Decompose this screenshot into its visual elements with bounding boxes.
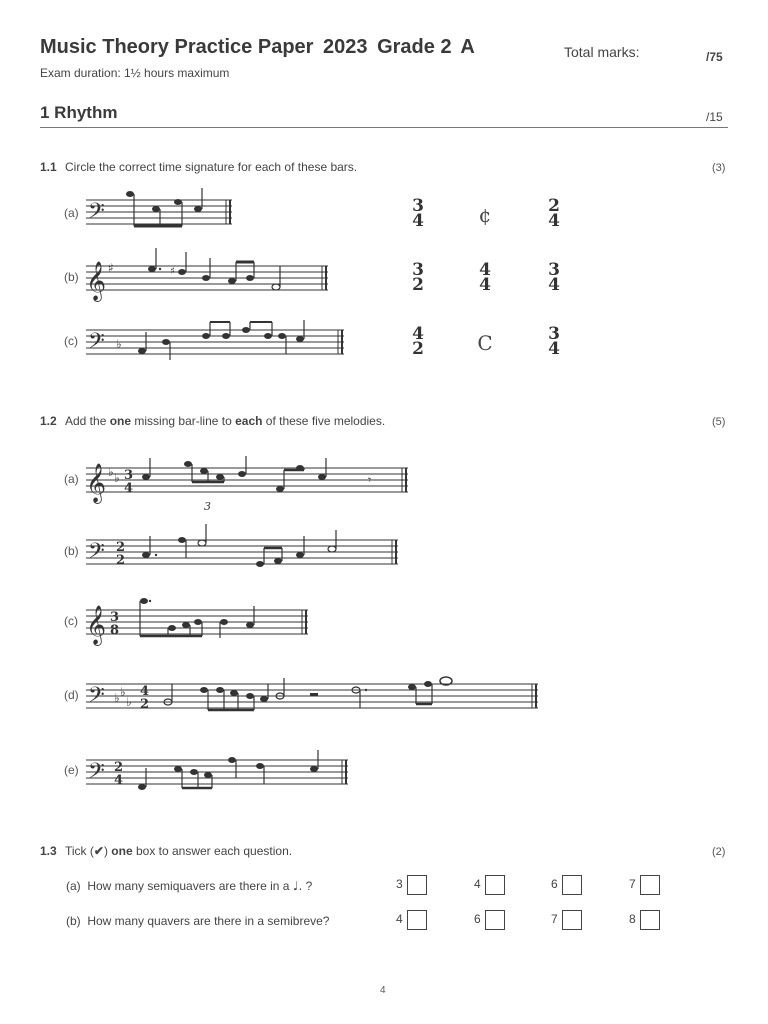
ts-top: 3 (412, 196, 424, 216)
svg-text:𝄞: 𝄞 (86, 605, 107, 645)
tick-box[interactable] (640, 875, 660, 895)
question-marks-1-2: (5) (712, 416, 726, 428)
question-text: How many quavers are there in a semibreve? (87, 914, 330, 928)
item-label-1-1c: (c) (64, 334, 78, 348)
qtext-part: box to answer each question. (132, 844, 293, 858)
svg-text:♭: ♭ (108, 465, 114, 479)
time-signature-option[interactable] (544, 260, 564, 295)
qtext-emphasis: one (109, 414, 132, 428)
exam-duration: Exam duration: 1½ hours maximum (40, 66, 230, 80)
question-marks-1-3: (2) (712, 846, 726, 858)
time-signature-option[interactable] (544, 324, 564, 359)
question-1-3a (66, 879, 312, 893)
svg-text:♭: ♭ (120, 685, 126, 699)
question-text: How many semiquavers are there in a (87, 879, 290, 893)
section-divider (40, 127, 728, 128)
answer-option (474, 910, 505, 930)
time-sig-bottom: 8 (110, 623, 120, 638)
option-value: 4 (396, 912, 403, 927)
option-value: 3 (396, 877, 403, 892)
item-label-1-1b: (b) (64, 270, 79, 284)
item-label-1-2c: (c) (64, 614, 78, 628)
question-end: ? (305, 879, 313, 893)
music-staff-1-2b[interactable] (86, 536, 402, 580)
time-signature-option[interactable] (475, 260, 495, 295)
cut-common-time-option[interactable]: ¢ (478, 203, 492, 227)
time-signature-option[interactable] (544, 196, 564, 231)
music-staff-1-1c (86, 326, 348, 366)
option-value: 4 (474, 877, 481, 892)
qtext-part: Add the (65, 414, 110, 428)
music-staff-1-1b (86, 260, 332, 304)
ts-bottom: 4 (479, 275, 491, 295)
item-label: (b) (66, 914, 81, 928)
tick-box[interactable] (407, 910, 427, 930)
tick-box[interactable] (485, 910, 505, 930)
item-label-1-2a: (a) (64, 472, 79, 486)
paper-title (40, 36, 479, 59)
qtext-part: of these five melodies. (262, 414, 386, 428)
question-1-3b (66, 914, 329, 928)
svg-text:𝄾: 𝄾 (368, 473, 372, 487)
ts-top: 4 (479, 260, 491, 280)
music-staff-1-2a[interactable] (86, 460, 412, 516)
qtext-emphasis: each (235, 414, 263, 428)
music-staff-1-1a (86, 196, 236, 236)
item-label-1-2b: (b) (64, 544, 79, 558)
time-signature-option[interactable] (408, 324, 428, 359)
ts-bottom: 4 (412, 211, 424, 231)
svg-text:𝄢: 𝄢 (88, 759, 105, 789)
item-label-1-2e: (e) (64, 763, 79, 777)
time-sig-bottom: 4 (114, 773, 124, 788)
title-text: Music Theory Practice Paper (40, 36, 314, 58)
ts-top: 3 (412, 260, 424, 280)
answer-option (396, 875, 427, 895)
triplet-number: 3 (204, 500, 211, 513)
answer-option (396, 910, 427, 930)
option-value: 8 (629, 912, 636, 927)
ts-top: 4 (412, 324, 424, 344)
time-signature-option[interactable] (408, 260, 428, 295)
answer-option (551, 875, 582, 895)
qtext-part: missing bar-line to (131, 414, 236, 428)
question-text-1-3 (65, 844, 292, 858)
time-signature-option[interactable] (408, 196, 428, 231)
svg-text:♭: ♭ (114, 471, 120, 485)
svg-text:𝄢: 𝄢 (88, 539, 105, 569)
option-value: 7 (629, 877, 636, 892)
qtext-part: ) (103, 844, 112, 858)
time-sig-bottom: 2 (116, 553, 126, 568)
question-text-1-2 (65, 414, 385, 428)
option-value: 6 (551, 877, 558, 892)
option-value: 6 (474, 912, 481, 927)
answer-option (551, 910, 582, 930)
section-marks: /15 (706, 110, 723, 124)
question-marks-1-1: (3) (712, 162, 726, 174)
svg-text:𝄞: 𝄞 (86, 261, 107, 301)
tick-box[interactable] (485, 875, 505, 895)
ts-bottom: 4 (548, 211, 560, 231)
music-staff-1-2e[interactable] (86, 756, 352, 800)
time-sig-top: 2 (114, 760, 124, 775)
section-title: 1 Rhythm (40, 103, 118, 122)
title-year: 2023 (323, 36, 368, 58)
qtext-emphasis: one (111, 844, 133, 858)
time-sig-top: 4 (140, 684, 150, 699)
ts-bottom: 4 (548, 275, 560, 295)
question-number-1-3: 1.3 (40, 844, 57, 858)
svg-text:♯: ♯ (170, 266, 175, 277)
tick-icon: ✔ (93, 844, 104, 858)
music-staff-1-2c[interactable] (86, 602, 312, 648)
title-version: A (460, 36, 475, 58)
tick-box[interactable] (562, 875, 582, 895)
svg-text:𝄞: 𝄞 (86, 463, 107, 503)
svg-text:♭: ♭ (126, 695, 132, 709)
item-label: (a) (66, 879, 81, 893)
time-sig-top: 3 (124, 468, 134, 483)
svg-text:♭: ♭ (114, 691, 120, 705)
question-number-1-2: 1.2 (40, 414, 57, 428)
item-label-1-1a: (a) (64, 206, 79, 220)
svg-text:𝄢: 𝄢 (88, 683, 105, 713)
tick-box[interactable] (640, 910, 660, 930)
ts-bottom: 2 (412, 275, 424, 295)
ts-bottom: 2 (412, 339, 424, 359)
total-marks-label: Total marks: (564, 44, 640, 60)
ts-bottom: 4 (548, 339, 560, 359)
answer-option (629, 875, 660, 895)
total-marks-value: /75 (706, 50, 723, 64)
tick-box[interactable] (407, 875, 427, 895)
dotted-crotchet-icon: ♩. (292, 879, 303, 893)
time-sig-bottom: 2 (140, 697, 150, 712)
svg-text:𝄢: 𝄢 (88, 199, 105, 229)
tick-box[interactable] (562, 910, 582, 930)
page-number: 4 (380, 985, 386, 996)
question-number-1-1: 1.1 (40, 160, 57, 174)
time-sig-top: 2 (116, 540, 126, 555)
time-sig-top: 3 (110, 610, 120, 625)
ts-top: 3 (548, 324, 560, 344)
answer-option (629, 910, 660, 930)
time-sig-bottom: 4 (124, 481, 134, 496)
title-grade: Grade 2 (377, 36, 452, 58)
common-time-option[interactable]: C (477, 331, 493, 355)
option-value: 7 (551, 912, 558, 927)
ts-top: 2 (548, 196, 560, 216)
question-text-1-1: Circle the correct time signature for each of these bars. (65, 160, 358, 174)
music-staff-1-2d[interactable] (86, 680, 542, 724)
ts-top: 3 (548, 260, 560, 280)
svg-text:♯: ♯ (108, 261, 114, 275)
answer-option (474, 875, 505, 895)
qtext-part: Tick ( (65, 844, 94, 858)
svg-text:♭: ♭ (116, 337, 122, 351)
svg-text:𝄢: 𝄢 (88, 329, 105, 359)
item-label-1-2d: (d) (64, 688, 79, 702)
